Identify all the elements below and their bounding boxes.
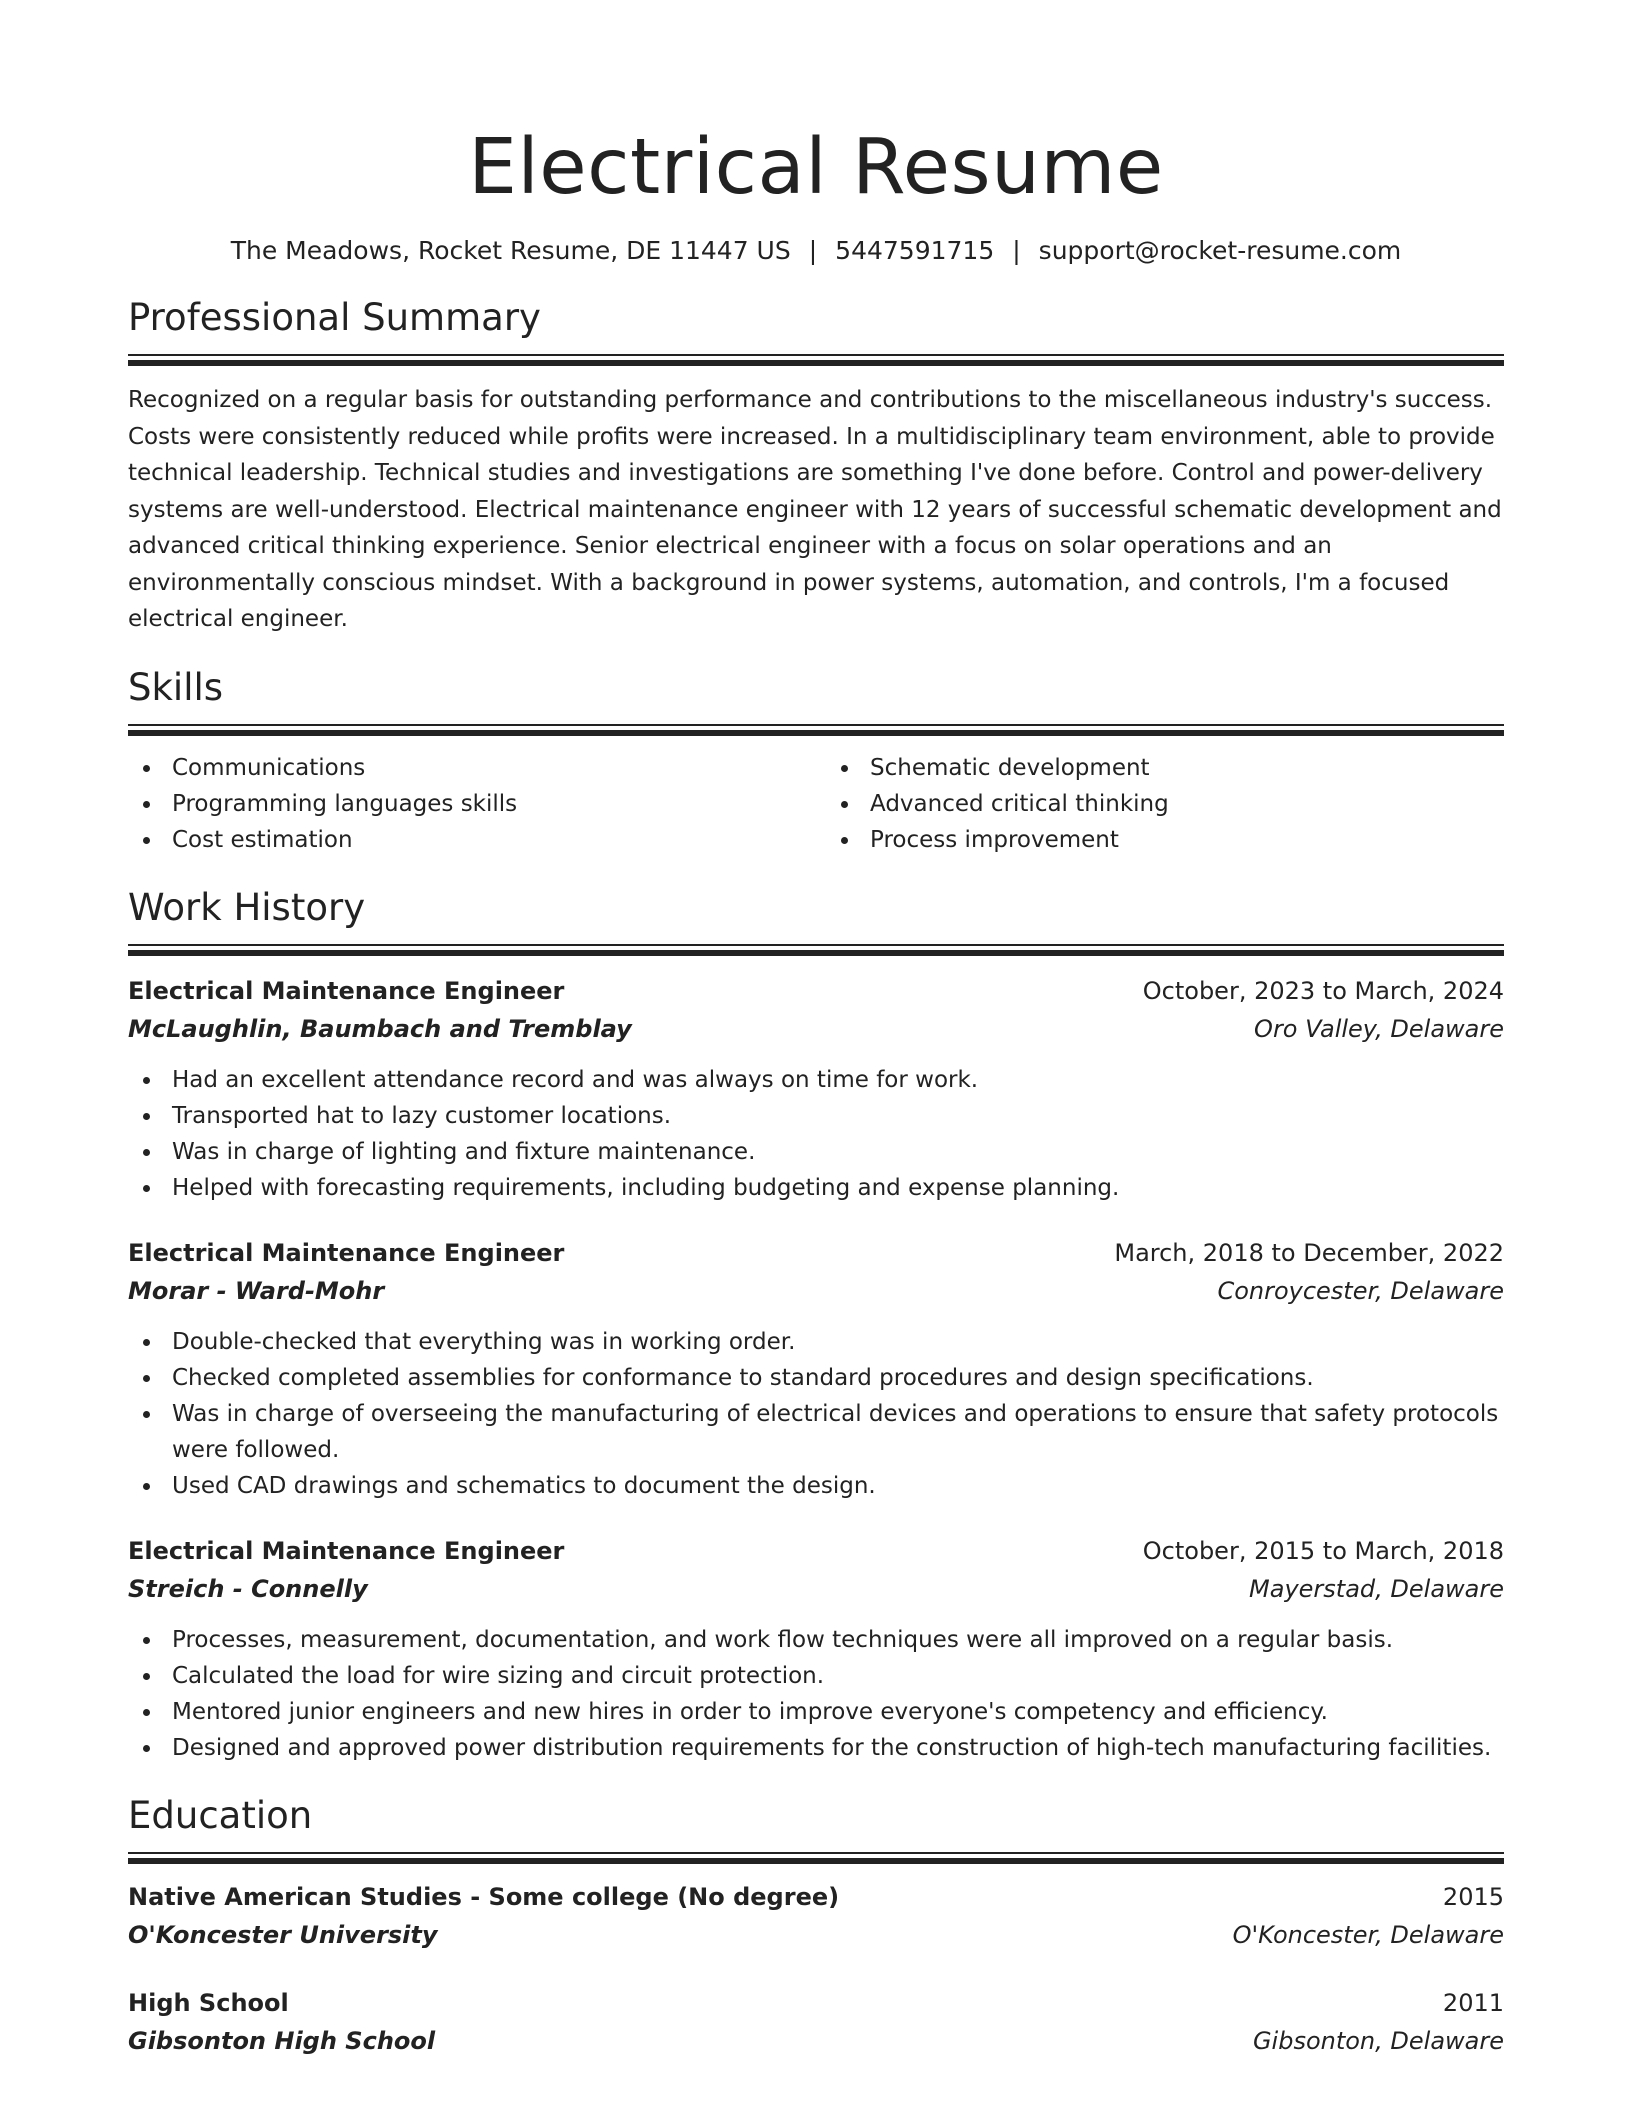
section-heading-work-history: Work History	[128, 885, 366, 929]
education-location: Gibsonton, Delaware	[1252, 2026, 1504, 2055]
job-location: Mayerstad, Delaware	[1249, 1574, 1504, 1603]
job-bullets	[128, 1324, 1504, 1504]
section-divider	[128, 1852, 1504, 1864]
education-school: O'Koncester University	[128, 1920, 438, 1949]
contact-separator: |	[808, 236, 818, 265]
section-divider	[128, 944, 1504, 956]
job-bullet: Had an excellent attendance record and was always on time for work.	[128, 1062, 1504, 1098]
job-bullet: Checked completed assemblies for conformance to standard procedures and design specifications.	[128, 1360, 1504, 1396]
job-bullets	[128, 1622, 1504, 1766]
education-degree: Native American Studies - Some college (No degree)	[128, 1882, 840, 1911]
job-title: Electrical Maintenance Engineer	[128, 1536, 565, 1565]
job-entry	[128, 972, 1504, 1206]
job-bullet: Was in charge of lighting and fixture maintenance.	[128, 1134, 1504, 1170]
skills-list-right	[826, 750, 1504, 858]
education-school: Gibsonton High School	[128, 2026, 436, 2055]
contact-separator: |	[1012, 236, 1021, 265]
education-entry	[128, 1878, 1504, 1954]
job-company: Morar - Ward-Mohr	[128, 1276, 385, 1305]
skills-list-left	[128, 750, 806, 858]
job-company: McLaughlin, Baumbach and Tremblay	[128, 1014, 632, 1043]
job-bullet: Designed and approved power distribution requirements for the construction of high-tech manufacturing facilities.	[128, 1730, 1504, 1766]
job-entry	[128, 1234, 1504, 1504]
contact-phone: 5447591715	[835, 236, 995, 265]
job-bullet: Was in charge of overseeing the manufacturing of electrical devices and operations to ensure that safety protocols were followed.	[128, 1396, 1504, 1468]
job-company: Streich - Connelly	[128, 1574, 368, 1603]
education-degree: High School	[128, 1988, 289, 2017]
job-location: Conroycester, Delaware	[1217, 1276, 1504, 1305]
skills-grid	[128, 750, 1504, 858]
contact-line	[128, 234, 1504, 268]
job-dates: March, 2018 to December, 2022	[1114, 1238, 1504, 1267]
section-divider	[128, 724, 1504, 736]
education-year: 2015	[1442, 1882, 1504, 1911]
job-bullet: Mentored junior engineers and new hires in order to improve everyone's competency and efficiency.	[128, 1694, 1504, 1730]
job-bullets	[128, 1062, 1504, 1206]
job-dates: October, 2023 to March, 2024	[1142, 976, 1504, 1005]
education-section	[128, 1790, 1504, 2060]
job-location: Oro Valley, Delaware	[1254, 1014, 1504, 1043]
contact-email: support@rocket-resume.com	[1038, 236, 1402, 265]
skill-item: Process improvement	[826, 822, 1504, 858]
job-title: Electrical Maintenance Engineer	[128, 1238, 565, 1267]
job-bullet: Transported hat to lazy customer locations.	[128, 1098, 1504, 1134]
section-heading-skills: Skills	[128, 665, 224, 709]
work-history-section	[128, 882, 1504, 1766]
job-bullet: Used CAD drawings and schematics to document the design.	[128, 1468, 1504, 1504]
section-heading-summary: Professional Summary	[128, 296, 541, 339]
job-title: Electrical Maintenance Engineer	[128, 976, 565, 1005]
job-entry	[128, 1532, 1504, 1766]
summary-text: Recognized on a regular basis for outstanding performance and contributions to the miscellaneous industry's success. Costs were consistently reduced while profits were increased. In a multidisciplinary team environment, able to provide technical leadership. Technical studies and investigations are something I've done before. Control and power-delivery systems are well-understood. Electrical maintenance engineer with 12 years of successful schematic development and advanced critical thinking experience. Senior electrical engineer with a focus on solar operations and an environmentally conscious mindset. With a background in power systems, automation, and controls, I'm a focused electrical engineer.	[128, 387, 1502, 632]
job-bullet: Double-checked that everything was in working order.	[128, 1324, 1504, 1360]
skill-item: Advanced critical thinking	[826, 786, 1504, 822]
resume-name: Electrical Resume	[468, 123, 1164, 212]
education-entry	[128, 1984, 1504, 2060]
skill-item: Programming languages skills	[128, 786, 806, 822]
job-bullet: Calculated the load for wire sizing and circuit protection.	[128, 1658, 1504, 1694]
skill-item: Communications	[128, 750, 806, 786]
skills-section	[128, 662, 1504, 858]
job-bullet: Helped with forecasting requirements, including budgeting and expense planning.	[128, 1170, 1504, 1206]
skill-item: Cost estimation	[128, 822, 806, 858]
education-year: 2011	[1442, 1988, 1504, 2017]
summary-section	[128, 292, 1504, 638]
resume-page	[128, 118, 1504, 2060]
contact-address: The Meadows, Rocket Resume, DE 11447 US	[230, 236, 791, 265]
section-divider	[128, 354, 1504, 366]
job-bullet: Processes, measurement, documentation, and work flow techniques were all improved on a regular basis.	[128, 1622, 1504, 1658]
skill-item: Schematic development	[826, 750, 1504, 786]
education-location: O'Koncester, Delaware	[1232, 1920, 1504, 1949]
job-dates: October, 2015 to March, 2018	[1142, 1536, 1504, 1565]
section-heading-education: Education	[128, 1793, 313, 1837]
